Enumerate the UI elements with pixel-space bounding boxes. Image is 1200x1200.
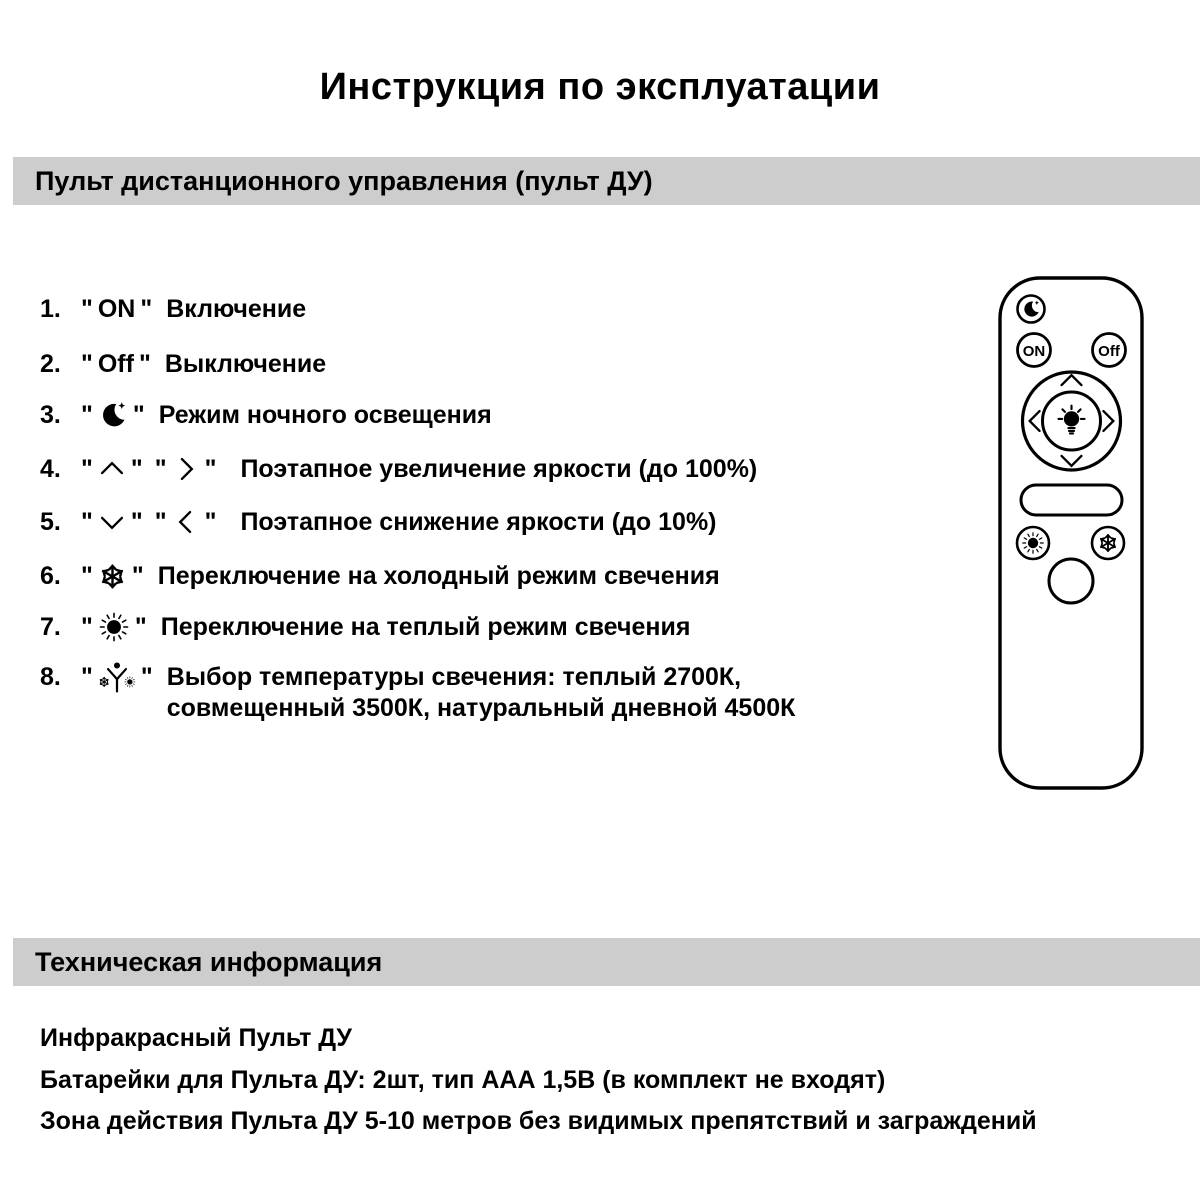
remote-control-illustration [988, 270, 1152, 798]
off-button-label: Off [97, 349, 134, 378]
quote-mark: " [204, 507, 217, 536]
list-item-on [40, 290, 306, 328]
section-header-remote-label: Пульт дистанционного управления (пульт ДУ) [35, 165, 653, 196]
chevron-down-icon [98, 508, 126, 536]
chevron-right-icon [172, 455, 200, 483]
remote-off-label: Off [1098, 343, 1120, 360]
on-button-label: ON [97, 294, 136, 323]
item-number: 1. [40, 294, 61, 323]
item-text [167, 662, 796, 724]
section-header-tech-label: Техническая информация [35, 946, 383, 977]
quote-mark: " [130, 507, 143, 536]
quote-mark: " [130, 454, 143, 483]
list-item-cold-mode [40, 557, 720, 595]
item-text: Поэтапное снижение яркости (до 10%) [240, 507, 717, 536]
item-text: Переключение на холодный режим свечения [157, 561, 720, 590]
item-number: 8. [40, 663, 61, 691]
item-text: Поэтапное увеличение яркости (до 100%) [240, 454, 758, 483]
quote-mark: " [81, 663, 93, 691]
item-text-line1: Выбор температуры свечения: теплый 2700К, [166, 663, 742, 691]
list-item-color-temperature [40, 662, 795, 724]
list-item-brightness-down [40, 503, 717, 541]
quote-mark: " [131, 561, 144, 590]
item-number: 3. [40, 400, 61, 429]
quote-mark: " [81, 349, 93, 378]
quote-mark: " [204, 454, 217, 483]
quote-mark: " [81, 612, 93, 641]
quote-mark: " [140, 294, 153, 323]
tech-info-line: Инфракрасный Пульт ДУ [40, 1024, 352, 1052]
list-item-off [40, 345, 326, 383]
color-temperature-icon [98, 661, 136, 695]
item-number: 2. [40, 349, 61, 378]
chevron-up-icon [98, 455, 126, 483]
moon-icon [98, 400, 128, 430]
list-item-night-mode [40, 396, 492, 434]
quote-mark: " [81, 507, 93, 536]
section-header-remote [13, 157, 1200, 205]
item-text-line2: совмещенный 3500К, натуральный дневной 4500К [166, 694, 796, 722]
quote-mark: " [81, 454, 93, 483]
quote-mark: " [154, 507, 167, 536]
item-text: Переключение на теплый режим свечения [160, 612, 691, 641]
section-header-tech [13, 938, 1200, 986]
tech-info-line: Зона действия Пульта ДУ 5-10 метров без видимых препятствий и заграждений [40, 1107, 1037, 1135]
item-text: Включение [166, 294, 307, 323]
tech-info-line: Батарейки для Пульта ДУ: 2шт, тип ААА 1,5В (в комплект не входят) [40, 1066, 886, 1094]
list-item-warm-mode [40, 608, 690, 646]
sun-icon [98, 611, 130, 643]
snowflake-icon [98, 562, 127, 591]
quote-mark: " [132, 400, 145, 429]
quote-mark: " [154, 454, 167, 483]
remote-on-label: ON [1022, 343, 1046, 360]
item-number: 6. [40, 561, 61, 590]
chevron-left-icon [172, 508, 200, 536]
quote-mark: " [81, 294, 93, 323]
quote-mark: " [81, 400, 93, 429]
list-item-brightness-up [40, 450, 757, 488]
item-number: 7. [40, 612, 61, 641]
item-text: Режим ночного освещения [158, 400, 492, 429]
item-text: Выключение [164, 349, 327, 378]
quote-mark: " [140, 663, 153, 691]
quote-mark: " [138, 349, 151, 378]
item-number: 5. [40, 507, 61, 536]
item-number: 4. [40, 454, 61, 483]
page-title: Инструкция по эксплуатации [319, 66, 881, 108]
quote-mark: " [81, 561, 93, 590]
quote-mark: " [134, 612, 147, 641]
